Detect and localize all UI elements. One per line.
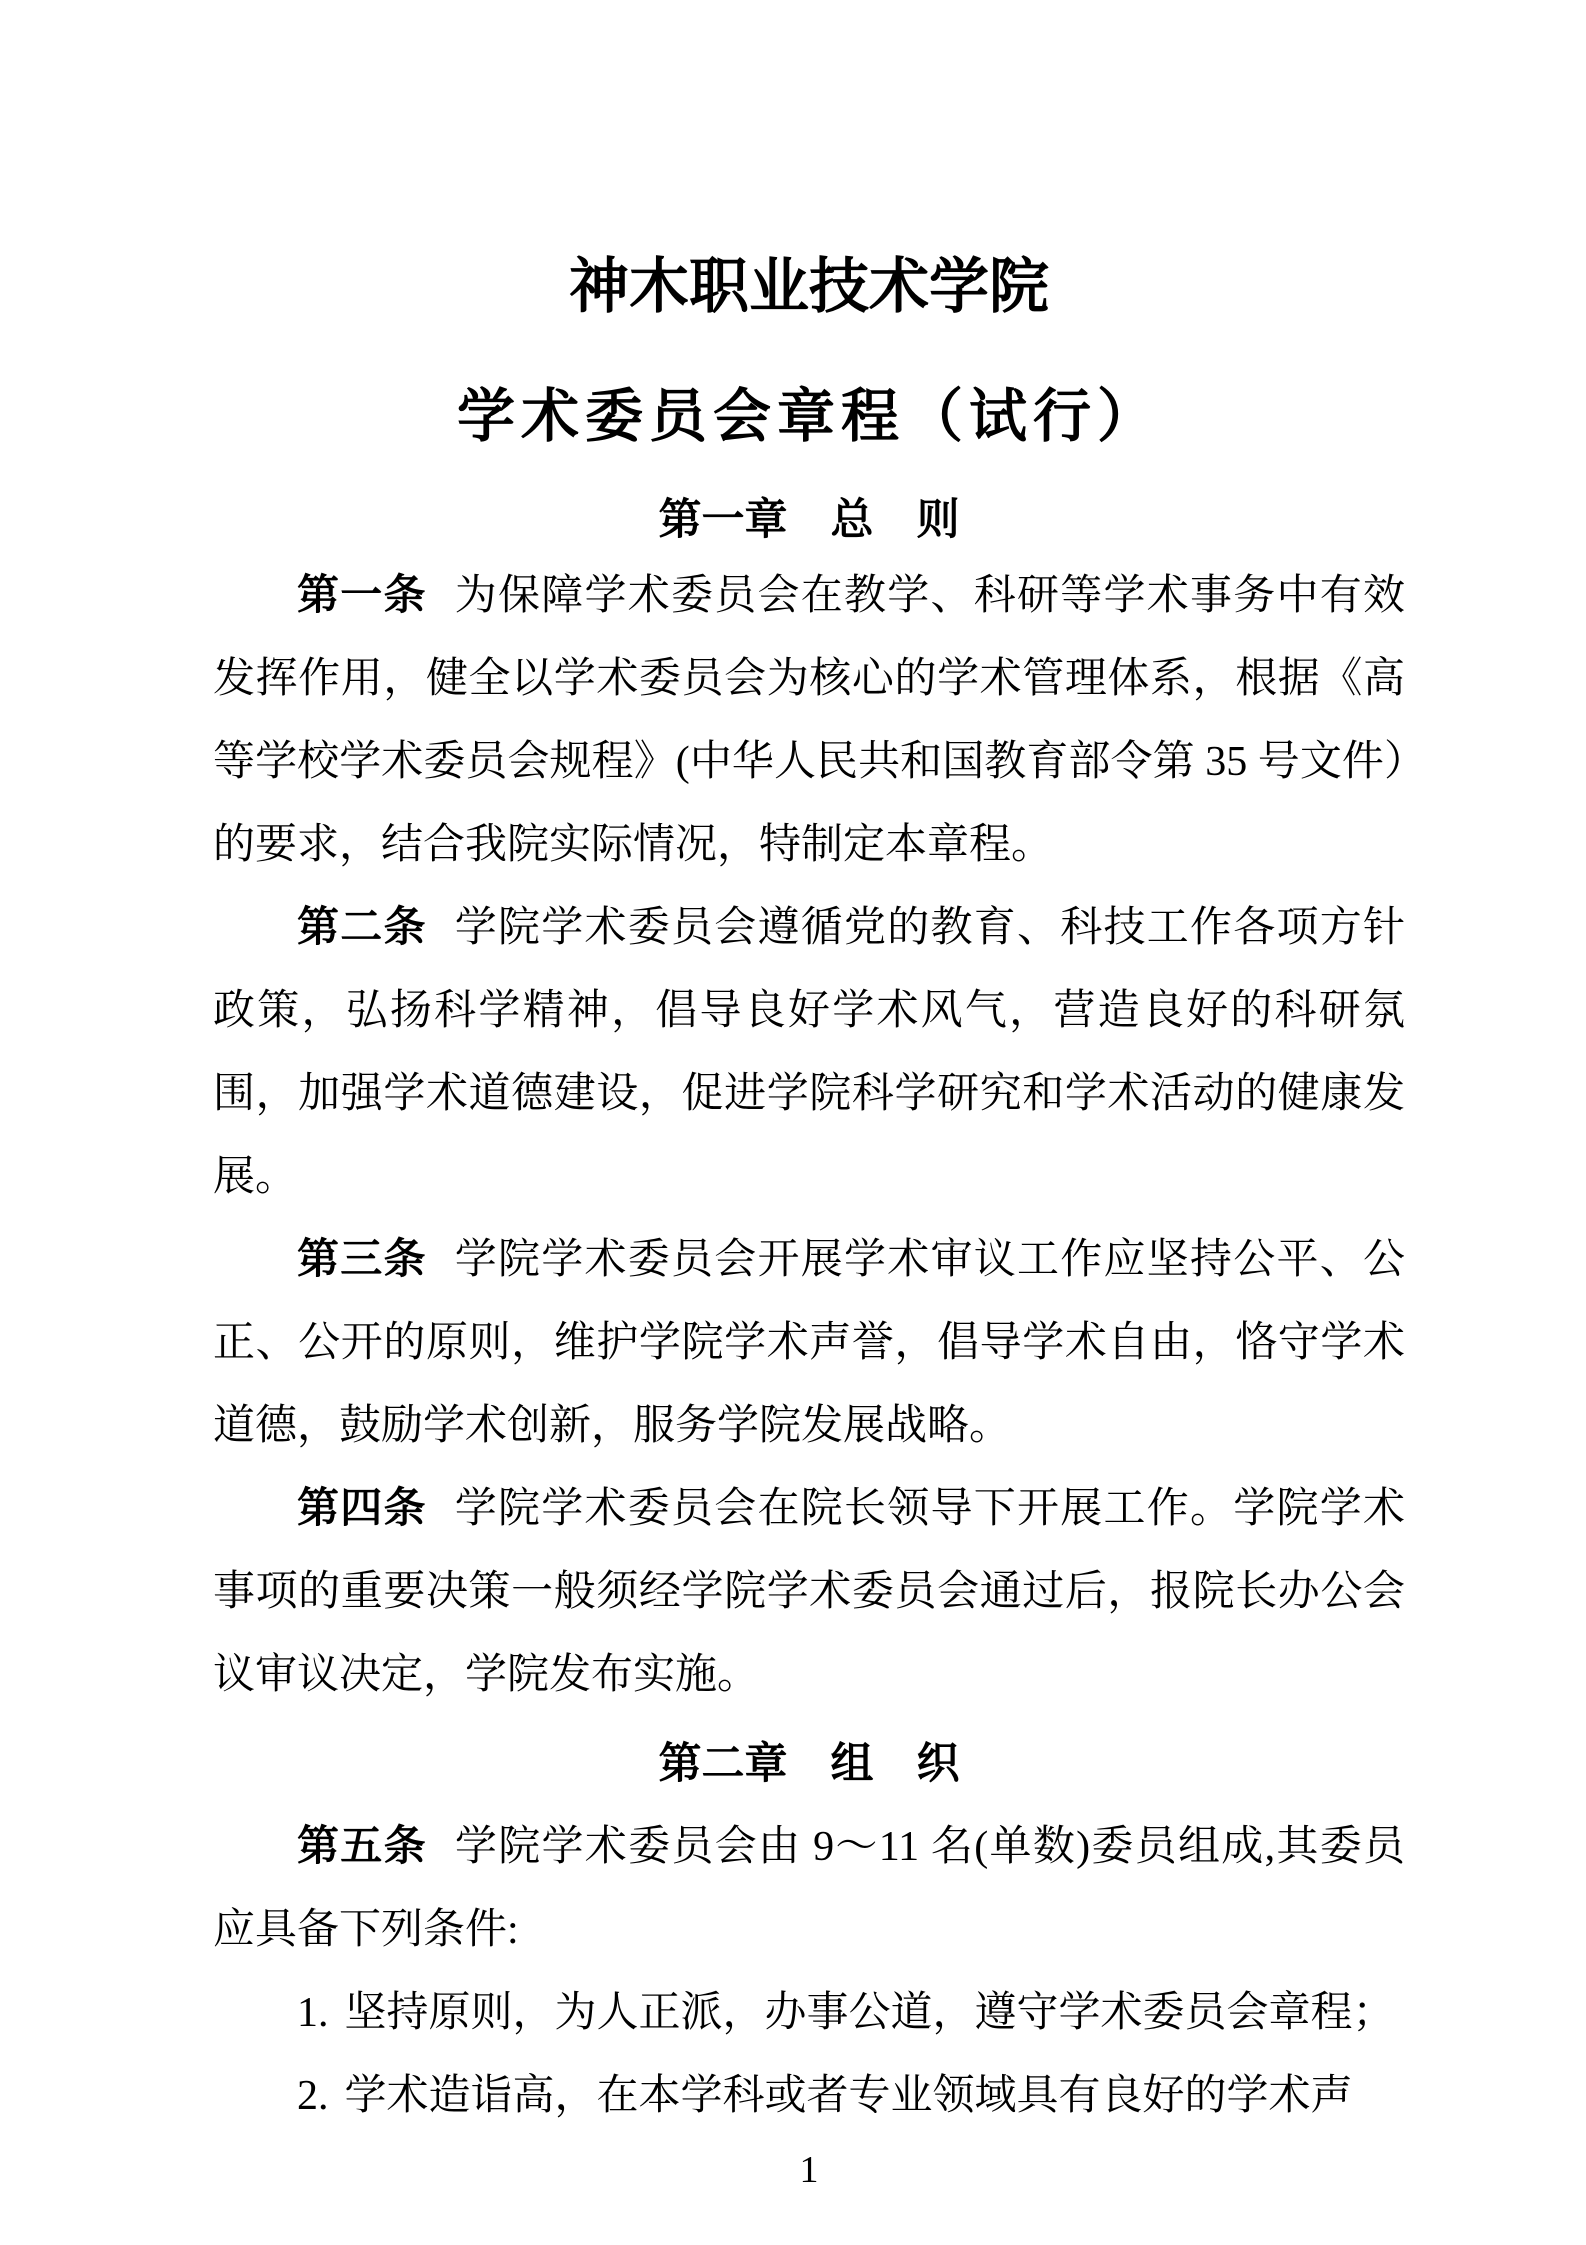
article-1-label: 第一条 [297, 573, 427, 619]
article-5-label: 第五条 [297, 1824, 427, 1870]
list-item-1 [213, 1972, 1405, 2055]
chapter-1-heading: 第一章 总 则 [658, 496, 960, 544]
article-5 [213, 1806, 1405, 1972]
article-1-text: 为保障学术委员会在教学、科研等学术事务中有效发挥作用，健全以学术委员会为核心的学术管理体系，根据《高等学校学术委员会规程》(中华人民共和国教育部令第 35 号文件）的要求，结合我院实际情况，特制定本章程。 [213, 573, 1405, 868]
article-1 [213, 555, 1405, 887]
article-3-text: 学院学术委员会开展学术审议工作应坚持公平、公正、公开的原则，维护学院学术声誉，倡导学术自由，恪守学术道德，鼓励学术创新，服务学院发展战略。 [213, 1237, 1405, 1449]
article-3-label: 第三条 [297, 1237, 427, 1283]
page-content [213, 252, 1405, 2192]
list-item-2-number: 2. [297, 2073, 329, 2119]
page-number: 1 [799, 2149, 819, 2191]
article-4-label: 第四条 [297, 1486, 427, 1532]
article-5-text: 学院学术委员会由 9～11 名(单数)委员组成,其委员应具备下列条件: [213, 1824, 1405, 1953]
chapter-2-heading: 第二章 组 织 [658, 1740, 960, 1788]
list-item-2-text: 学术造诣高，在本学科或者专业领域具有良好的学术声 [344, 2073, 1353, 2119]
article-2-text: 学院学术委员会遵循党的教育、科技工作各项方针政策，弘扬科学精神，倡导良好学术风气，营造良好的科研氛围，加强学术道德建设，促进学院科学研究和学术活动的健康发展。 [213, 905, 1405, 1200]
article-2-label: 第二条 [297, 905, 427, 951]
article-2 [213, 887, 1405, 1219]
article-4-text: 学院学术委员会在院长领导下开展工作。学院学术事项的重要决策一般须经学院学术委员会通过后，报院长办公会议审议决定，学院发布实施。 [213, 1486, 1405, 1698]
list-item-1-number: 1. [297, 1990, 329, 2036]
document-title: 神木职业技术学院 [569, 254, 1049, 320]
article-3 [213, 1219, 1405, 1468]
document-body [213, 555, 1405, 2138]
list-item-1-text: 坚持原则，为人正派，办事公道，遵守学术委员会章程； [344, 1990, 1395, 2036]
list-item-2 [213, 2055, 1405, 2138]
document-subtitle: 学术委员会章程（试行） [456, 384, 1161, 449]
article-4 [213, 1468, 1405, 1717]
